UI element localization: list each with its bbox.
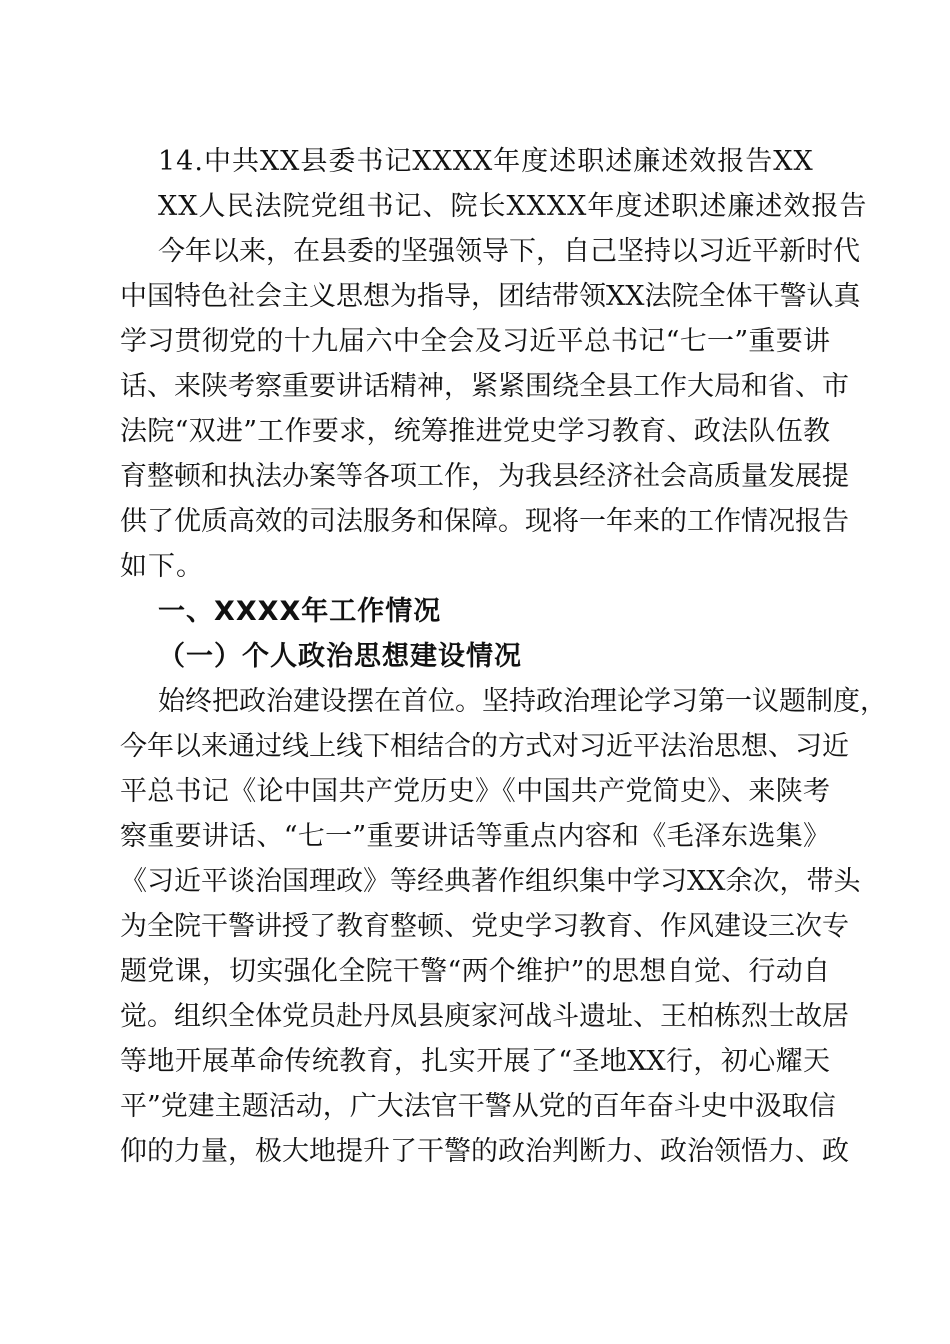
intro-line-7: 供了优质高效的司法服务和保障。现将一年来的工作情况报告: [120, 506, 849, 537]
intro-line-4: 话、来陕考察重要讲话精神，紧紧围绕全县工作大局和省、市: [120, 371, 849, 402]
section-heading: 一、XXXX年工作情况: [158, 596, 442, 627]
body-line-5: 《习近平谈治国理政》等经典著作组织集中学习XX余次，带头: [120, 866, 861, 897]
intro-line-5: 法院“双进”工作要求，统筹推进党史学习教育、政法队伍教: [120, 416, 830, 447]
intro-line-1: 今年以来，在县委的坚强领导下，自己坚持以习近平新时代: [158, 236, 860, 267]
body-line-7: 题党课，切实强化全院干警“两个维护”的思想自觉、行动自: [120, 956, 830, 987]
body-line-1: 始终把政治建设摆在首位。坚持政治理论学习第一议题制度，: [158, 686, 887, 717]
body-line-10: 平”党建主题活动，广大法官干警从党的百年奋斗史中汲取信: [120, 1091, 836, 1122]
report-title: XX人民法院党组书记、院长XXXX年度述职述廉述效报告: [158, 191, 868, 222]
body-line-8: 觉。组织全体党员赴丹凤县庾家河战斗遗址、王柏栋烈士故居: [120, 1001, 849, 1032]
body-line-6: 为全院干警讲授了教育整顿、党史学习教育、作风建设三次专: [120, 911, 849, 942]
body-line-3: 平总书记《论中国共产党历史》《中国共产党简史》、来陕考: [120, 776, 830, 807]
intro-line-6: 育整顿和执法办案等各项工作，为我县经济社会高质量发展提: [120, 461, 849, 492]
body-line-11: 仰的力量，极大地提升了干警的政治判断力、政治领悟力、政: [120, 1136, 849, 1167]
intro-line-8: 如下。: [120, 551, 204, 582]
body-line-9: 等地开展革命传统教育，扎实开展了“圣地XX行，初心耀天: [120, 1046, 830, 1077]
subsection-heading: （一）个人政治思想建设情况: [158, 641, 522, 672]
intro-line-2: 中国特色社会主义思想为指导，团结带领XX法院全体干警认真: [120, 281, 861, 312]
intro-line-3: 学习贯彻党的十九届六中全会及习近平总书记“七一”重要讲: [120, 326, 830, 357]
body-line-4: 察重要讲话、“七一”重要讲话等重点内容和《毛泽东选集》: [120, 821, 830, 852]
body-line-2: 今年以来通过线上线下相结合的方式对习近平法治思想、习近: [120, 731, 849, 762]
document-title: 14.中共XX县委书记XXXX年度述职述廉述效报告XX: [158, 146, 814, 177]
